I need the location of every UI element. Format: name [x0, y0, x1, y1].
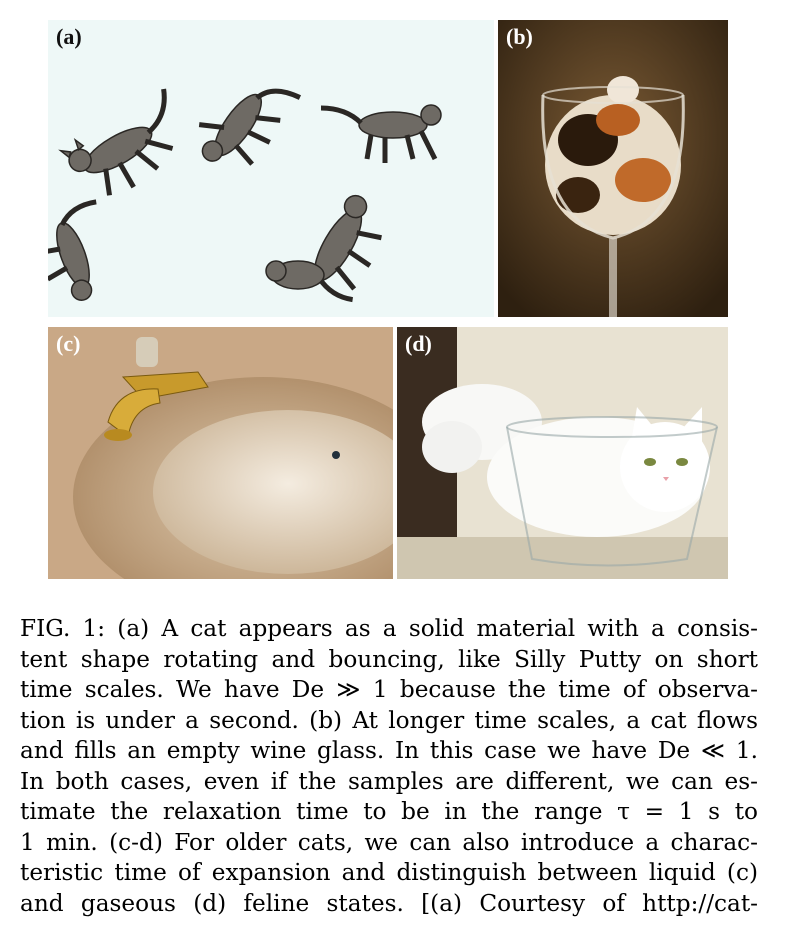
caption-line: tion is under a second. (b) At longer time scales, a cat flows: [20, 706, 758, 734]
panel-label-b: (b): [506, 24, 533, 49]
caption-line: tent shape rotating and bouncing, like Silly Putty on short: [20, 645, 758, 673]
panel-c-cat-in-sink: [48, 327, 393, 579]
falling-cats-image: [48, 20, 494, 317]
caption-line: timate the relaxation time to be in the range τ = 1 s to: [20, 798, 758, 825]
caption-line: teristic time of expansion and distinguish between liquid (c): [20, 859, 758, 886]
sink-cat-image: [48, 327, 393, 579]
wine-glass-cat-image: [498, 20, 728, 317]
caption-line: FIG. 1: (a) A cat appears as a solid material with a consis-: [20, 615, 758, 642]
panel-label-d: (d): [405, 331, 432, 356]
caption-line: time scales. We have De ≫ 1 because the time of observa-: [20, 676, 758, 703]
panel-label-a: (a): [56, 24, 82, 49]
caption-line: and fills an empty wine glass. In this case we have De ≪ 1.: [20, 737, 758, 764]
panel-a-falling-cats: [48, 20, 494, 317]
panel-label-c: (c): [56, 331, 81, 356]
figure-caption: [20, 614, 758, 932]
panel-b-cat-in-wine-glass: [498, 20, 728, 317]
bowl-cat-image: [397, 327, 728, 579]
caption-line: and gaseous (d) feline states. [(a) Courtesy of http://cat-: [20, 889, 758, 917]
panel-d-cat-in-glass-bowl: [397, 327, 728, 579]
caption-line: In both cases, even if the samples are different, we can es-: [20, 767, 758, 795]
caption-line: 1 min. (c-d) For older cats, we can also introduce a charac-: [20, 828, 758, 856]
